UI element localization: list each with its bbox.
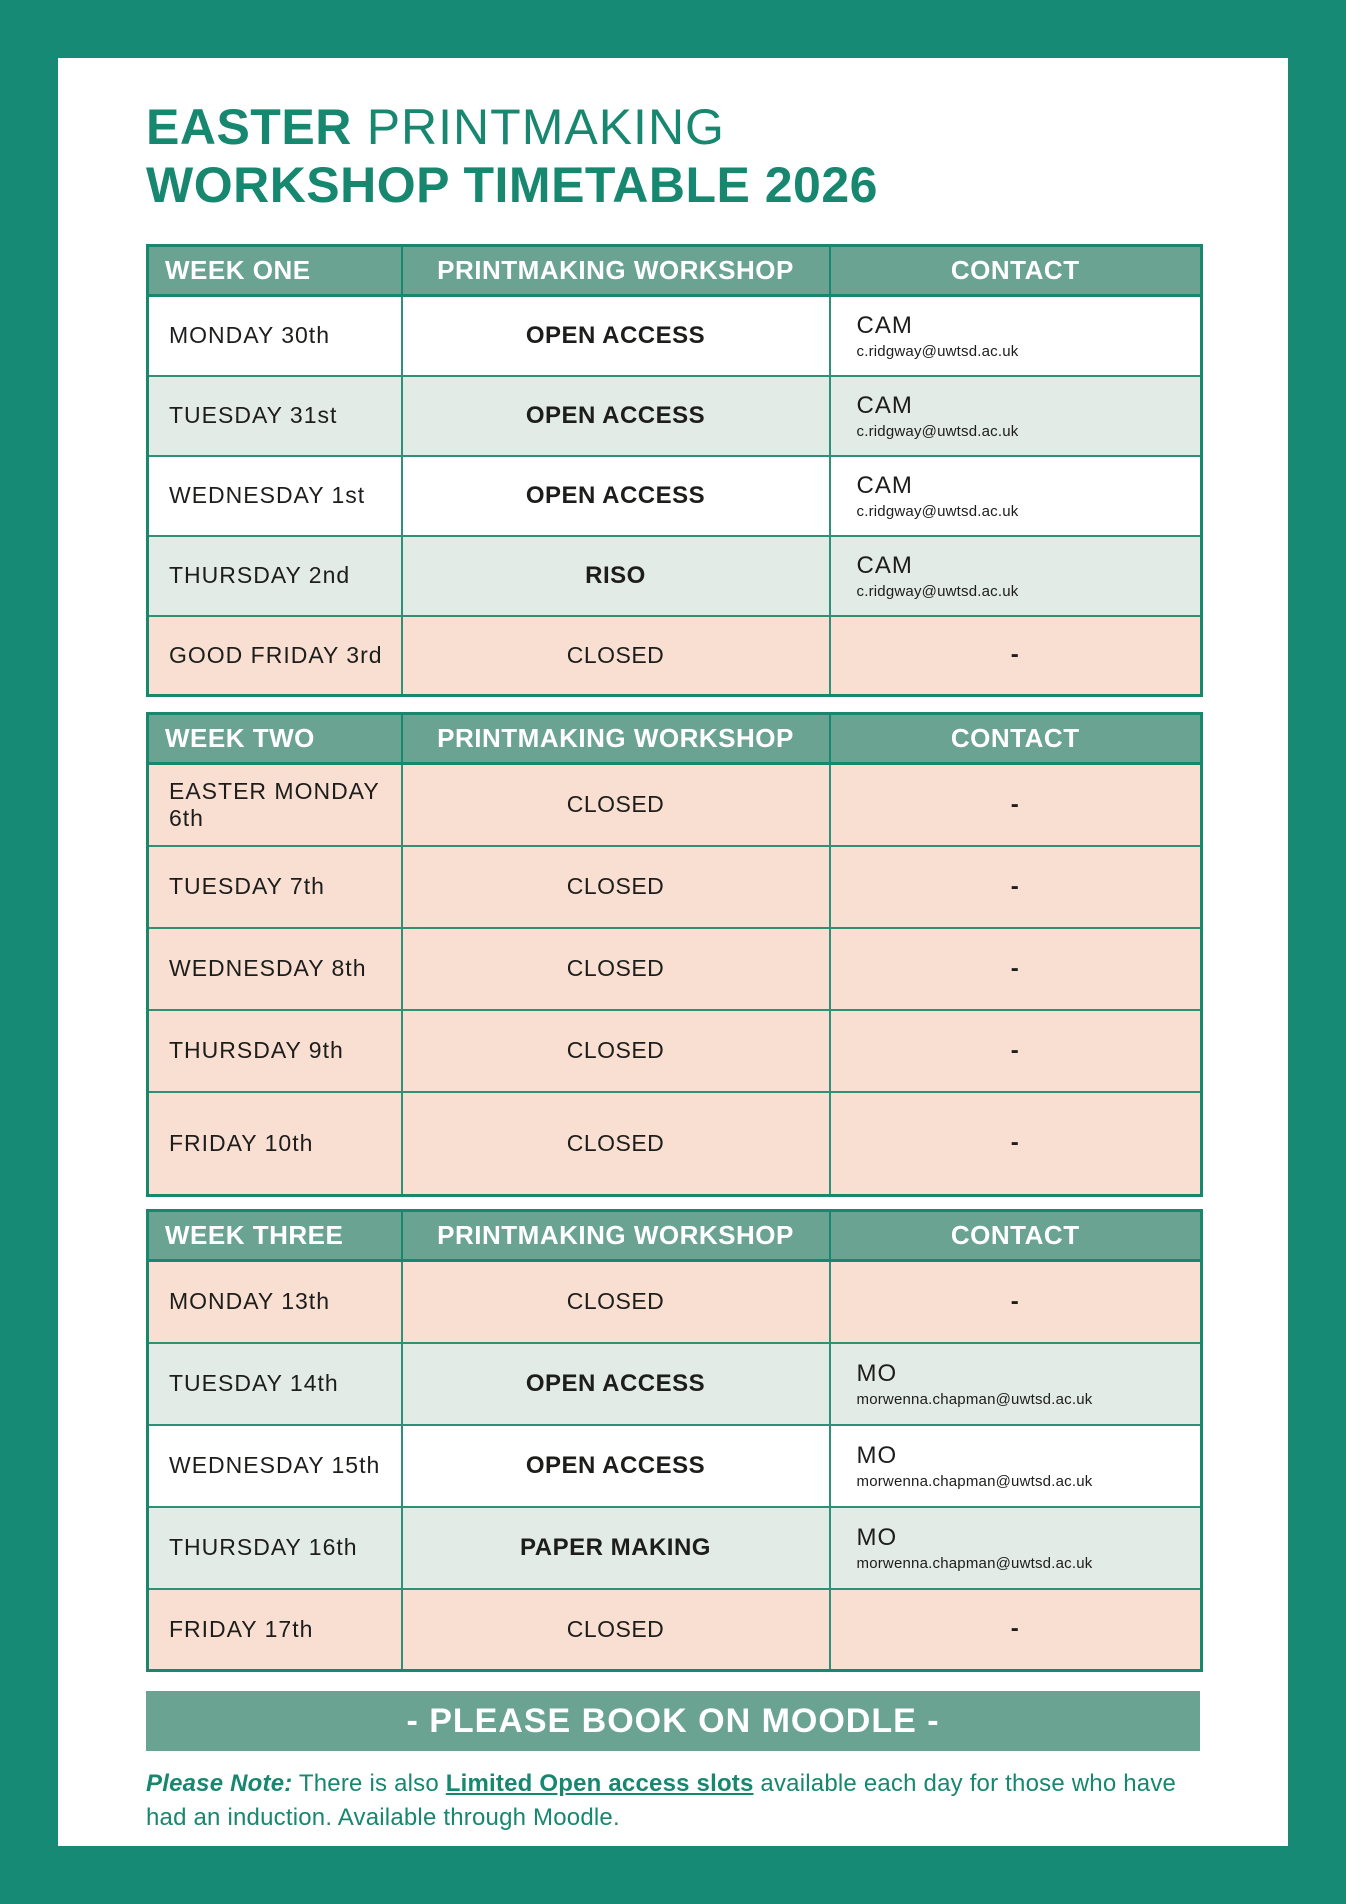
week-header-cell: WEEK TWO <box>148 714 402 764</box>
contact-email: c.ridgway@uwtsd.ac.uk <box>856 502 1019 520</box>
workshop-cell: CLOSED <box>402 1261 830 1343</box>
page-title <box>146 98 1200 214</box>
workshop-header-cell: PRINTMAKING WORKSHOP <box>402 714 830 764</box>
poster-page <box>58 58 1288 1846</box>
contact-email: c.ridgway@uwtsd.ac.uk <box>856 342 1019 360</box>
footer-note <box>146 1767 1186 1835</box>
contact-cell <box>830 1507 1202 1589</box>
workshop-cell: CLOSED <box>402 1092 830 1196</box>
day-cell: WEDNESDAY 1st <box>148 456 402 536</box>
poster-content <box>58 58 1288 1835</box>
table-row <box>148 764 1202 846</box>
table-row <box>148 1507 1202 1589</box>
contact-header-cell: CONTACT <box>830 246 1202 296</box>
table-row <box>148 928 1202 1010</box>
table-row <box>148 616 1202 696</box>
contact-cell <box>830 536 1202 616</box>
contact-cell: - <box>830 1261 1202 1343</box>
workshop-header-cell: PRINTMAKING WORKSHOP <box>402 246 830 296</box>
contact-header-cell: CONTACT <box>830 714 1202 764</box>
contact-name: MO <box>856 1359 898 1387</box>
note-prefix: Please Note: <box>146 1770 293 1797</box>
day-cell: EASTER MONDAY 6th <box>148 764 402 846</box>
day-cell: FRIDAY 10th <box>148 1092 402 1196</box>
table-row <box>148 456 1202 536</box>
workshop-cell: CLOSED <box>402 846 830 928</box>
contact-cell <box>830 456 1202 536</box>
workshop-header-cell: PRINTMAKING WORKSHOP <box>402 1211 830 1261</box>
table-row <box>148 376 1202 456</box>
contact-email: c.ridgway@uwtsd.ac.uk <box>856 422 1019 440</box>
contact-cell <box>830 376 1202 456</box>
contact-cell: - <box>830 1010 1202 1092</box>
workshop-cell: CLOSED <box>402 928 830 1010</box>
title-word-printmaking: PRINTMAKING <box>351 99 725 155</box>
workshop-cell: OPEN ACCESS <box>402 1343 830 1425</box>
contact-cell <box>830 296 1202 376</box>
contact-email: c.ridgway@uwtsd.ac.uk <box>856 582 1019 600</box>
book-on-moodle-banner: - PLEASE BOOK ON MOODLE - <box>146 1691 1200 1751</box>
contact-header-cell: CONTACT <box>830 1211 1202 1261</box>
workshop-cell: RISO <box>402 536 830 616</box>
table-row <box>148 1010 1202 1092</box>
title-line2: WORKSHOP TIMETABLE 2026 <box>146 157 878 213</box>
workshop-cell: OPEN ACCESS <box>402 296 830 376</box>
table-row <box>148 536 1202 616</box>
contact-name: MO <box>856 1441 898 1469</box>
contact-cell: - <box>830 928 1202 1010</box>
contact-cell: - <box>830 1092 1202 1196</box>
day-cell: MONDAY 13th <box>148 1261 402 1343</box>
table-row <box>148 1261 1202 1343</box>
contact-cell: - <box>830 846 1202 928</box>
contact-cell: - <box>830 1589 1202 1671</box>
workshop-cell: OPEN ACCESS <box>402 376 830 456</box>
timetable-week-one <box>146 244 1203 697</box>
contact-name: CAM <box>856 471 913 499</box>
note-underlined-text: Limited Open access slots <box>445 1770 754 1797</box>
timetable-week-two <box>146 712 1203 1197</box>
table-row <box>148 296 1202 376</box>
timetable-week-three <box>146 1209 1203 1672</box>
table-header-row <box>148 1211 1202 1261</box>
day-cell: WEDNESDAY 15th <box>148 1425 402 1507</box>
contact-name: CAM <box>856 311 913 339</box>
contact-cell: - <box>830 616 1202 696</box>
day-cell: TUESDAY 31st <box>148 376 402 456</box>
workshop-cell: PAPER MAKING <box>402 1507 830 1589</box>
day-cell: TUESDAY 7th <box>148 846 402 928</box>
day-cell: FRIDAY 17th <box>148 1589 402 1671</box>
week-header-cell: WEEK ONE <box>148 246 402 296</box>
table-row <box>148 1343 1202 1425</box>
contact-cell <box>830 1343 1202 1425</box>
contact-cell: - <box>830 764 1202 846</box>
workshop-cell: CLOSED <box>402 1589 830 1671</box>
contact-name: CAM <box>856 391 913 419</box>
contact-name: MO <box>856 1523 898 1551</box>
workshop-cell: OPEN ACCESS <box>402 1425 830 1507</box>
day-cell: TUESDAY 14th <box>148 1343 402 1425</box>
note-text-before: There is also <box>292 1770 446 1797</box>
note-text-after: available each day for those who have had an induction. Available through Moodle. <box>146 1770 1177 1831</box>
table-row <box>148 1425 1202 1507</box>
contact-cell <box>830 1425 1202 1507</box>
contact-email: morwenna.chapman@uwtsd.ac.uk <box>856 1554 1093 1572</box>
contact-email: morwenna.chapman@uwtsd.ac.uk <box>856 1390 1093 1408</box>
contact-email: morwenna.chapman@uwtsd.ac.uk <box>856 1472 1093 1490</box>
workshop-cell: OPEN ACCESS <box>402 456 830 536</box>
table-header-row <box>148 714 1202 764</box>
day-cell: THURSDAY 9th <box>148 1010 402 1092</box>
title-word-easter: EASTER <box>146 99 352 155</box>
table-row <box>148 1092 1202 1196</box>
workshop-cell: CLOSED <box>402 1010 830 1092</box>
workshop-cell: CLOSED <box>402 616 830 696</box>
contact-name: CAM <box>856 551 913 579</box>
table-row <box>148 846 1202 928</box>
day-cell: THURSDAY 2nd <box>148 536 402 616</box>
week-header-cell: WEEK THREE <box>148 1211 402 1261</box>
workshop-cell: CLOSED <box>402 764 830 846</box>
day-cell: THURSDAY 16th <box>148 1507 402 1589</box>
day-cell: MONDAY 30th <box>148 296 402 376</box>
table-row <box>148 1589 1202 1671</box>
day-cell: WEDNESDAY 8th <box>148 928 402 1010</box>
day-cell: GOOD FRIDAY 3rd <box>148 616 402 696</box>
table-header-row <box>148 246 1202 296</box>
